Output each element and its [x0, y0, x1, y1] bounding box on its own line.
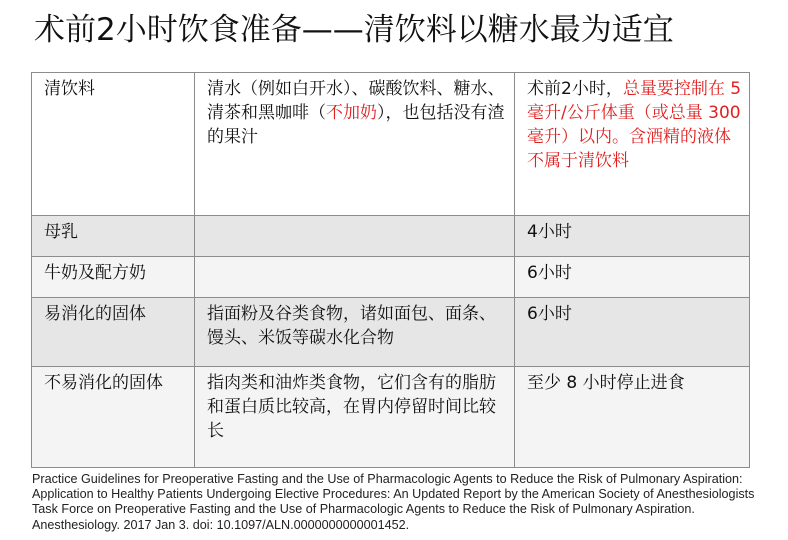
examples-cell — [195, 257, 515, 298]
examples-cell: 指肉类和油炸类食物，它们含有的脂肪和蛋白质比较高，在胃内停留时间比较长 — [195, 367, 515, 468]
examples-cell: 指面粉及谷类食物，诸如面包、面条、馒头、米饭等碳水化合物 — [195, 298, 515, 367]
examples-cell — [195, 73, 515, 216]
table-row — [32, 298, 750, 367]
examples-text: 清水（例如白开水）、碳酸饮料、糖水、清茶和黑咖啡（ — [207, 79, 505, 123]
examples-text: ），也包括没有渣的果汁 — [207, 103, 505, 147]
category-cell: 易消化的固体 — [32, 298, 195, 367]
category-cell: 牛奶及配方奶 — [32, 257, 195, 298]
no-milk-highlight: 不加奶 — [326, 103, 377, 123]
fasting-guideline-table — [31, 72, 750, 468]
volume-limit-highlight: 总量要控制在 5 毫升/公斤体重（或总量 300 毫升）以内。含酒精的液体不属于清饮料 — [527, 79, 742, 171]
category-cell: 清饮料 — [32, 73, 195, 216]
time-cell: 6小时 — [515, 257, 750, 298]
reference-citation: Practice Guidelines for Preoperative Fasting and the Use of Pharmacologic Agents to Reduce the Risk of Pulmonary Aspiration: Application to Healthy Patients Undergoing Elective Procedures: An Updated Report by the American Society of Anesthesiologists Task Force on Preoperative Fasting and the Use of Pharmacologic Agents to Reduce the Risk of Pulmonary Aspiration. Anesthesiology. 2017 Jan 3. doi: 10.1097/ALN.0000000000001452. — [32, 472, 755, 532]
time-text: 术前2小时， — [527, 79, 623, 99]
time-cell: 6小时 — [515, 298, 750, 367]
slide-title: 术前2小时饮食准备——清饮料以糖水最为适宜 — [34, 12, 674, 48]
table-row — [32, 367, 750, 468]
category-cell: 不易消化的固体 — [32, 367, 195, 468]
time-cell: 至少 8 小时停止进食 — [515, 367, 750, 468]
table-row — [32, 73, 750, 216]
time-cell — [515, 73, 750, 216]
table-row — [32, 257, 750, 298]
category-cell: 母乳 — [32, 216, 195, 257]
examples-cell — [195, 216, 515, 257]
table-row — [32, 216, 750, 257]
time-cell: 4小时 — [515, 216, 750, 257]
